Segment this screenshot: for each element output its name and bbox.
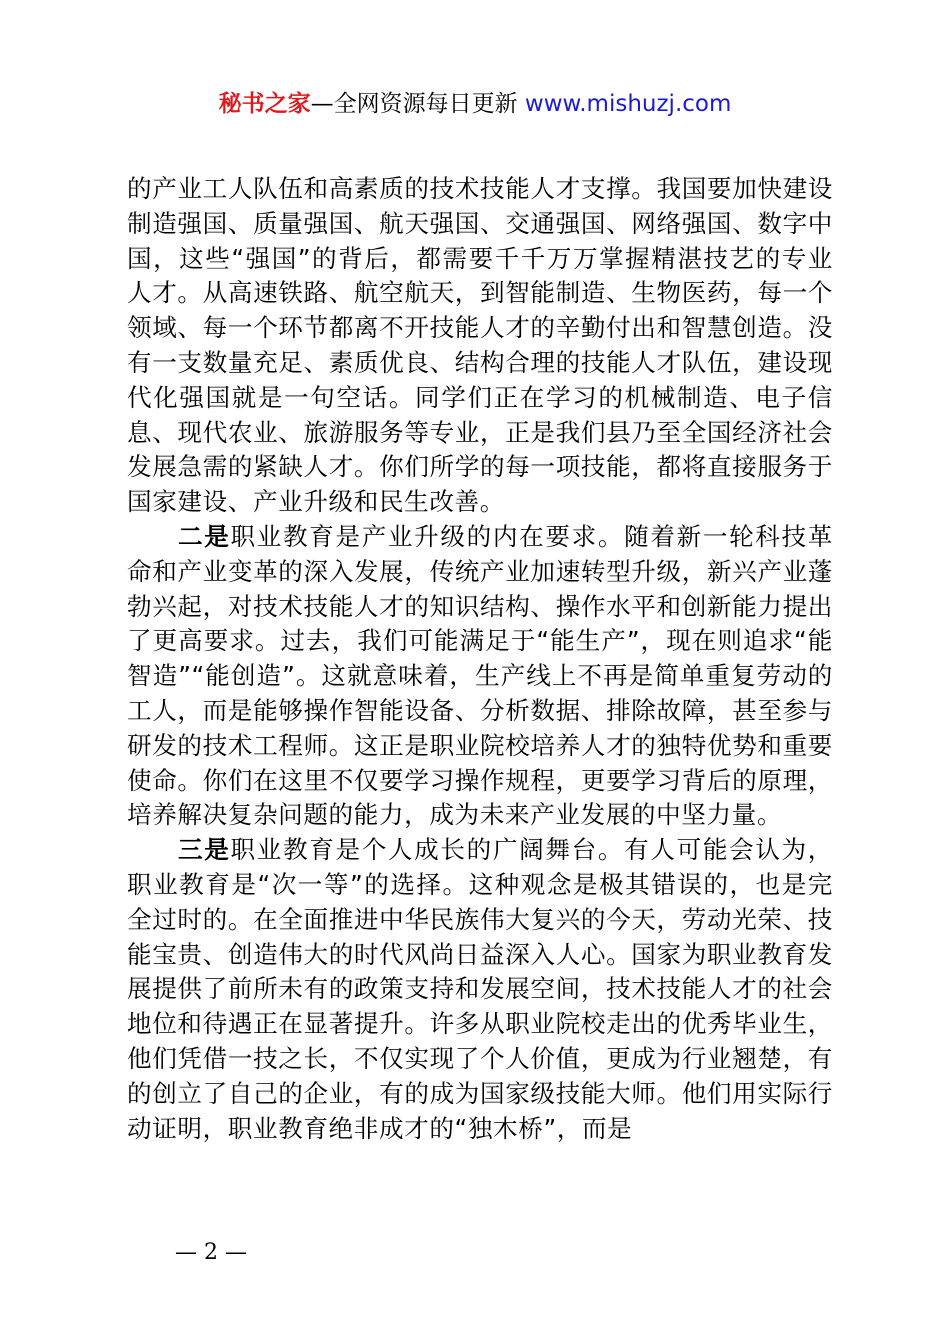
brand-name: 秘书之家 bbox=[218, 91, 311, 117]
paragraph-3-text: 职业教育是个人成长的广阔舞台。有人可能会认为，职业教育是“次一等”的选择。这种观念是极其错误的，也是完全过时的。在全面推进中华民族伟大复兴的今天，劳动光荣、技能宝贵、创造伟大的时代风尚日益深入人心。国家为职业教育发展提供了前所未有的政策支持和发展空间，技术技能人才的社会地位和待遇正在显著提升。许多从职业院校走出的优秀毕业生，他们凭借一技之长，不仅实现了个人价值，更成为行业翘楚，有的创立了自己的企业，有的成为国家级技能大师。他们用实际行动证明，职业教育绝非成才的“独木桥”，而是 bbox=[127, 835, 833, 1143]
paragraph-3-lead: 三是 bbox=[178, 835, 231, 865]
paragraph-2 bbox=[127, 520, 833, 833]
page-number: — 2 — bbox=[175, 1240, 247, 1265]
site-header bbox=[0, 88, 950, 120]
paragraph-1: 的产业工人队伍和高素质的技术技能人才支撑。我国要加快建设制造强国、质量强国、航天强国、交通强国、网络强国、数字中国，这些“强国”的背后，都需要千千万万掌握精湛技艺的专业人才。从高速铁路、航空航天，到智能制造、生物医药，每一个领域、每一个环节都离不开技能人才的辛勤付出和智慧创造。没有一支数量充足、素质优良、结构合理的技能人才队伍，建设现代化强国就是一句空话。同学们正在学习的机械制造、电子信息、现代农业、旅游服务等专业，正是我们县乃至全国经济社会发展急需的紧缺人才。你们所学的每一项技能，都将直接服务于国家建设、产业升级和民生改善。 bbox=[127, 174, 833, 517]
paragraph-2-lead: 二是 bbox=[178, 521, 231, 551]
header-slogan: —全网资源每日更新 bbox=[310, 91, 525, 117]
document-body bbox=[127, 172, 833, 1146]
paragraph-3 bbox=[127, 833, 833, 1146]
site-url-link[interactable]: www.mishuzj.com bbox=[524, 91, 732, 117]
paragraph-2-text: 职业教育是产业升级的内在要求。随着新一轮科技革命和产业变革的深入发展，传统产业加速转型升级，新兴产业蓬勃兴起，对技术技能人才的知识结构、操作水平和创新能力提出了更高要求。过去，我们可能满足于“能生产”，现在则追求“能智造”“能创造”。这就意味着，生产线上不再是简单重复劳动的工人，而是能够操作智能设备、分析数据、排除故障，甚至参与研发的技术工程师。这正是职业院校培养人才的独特优势和重要使命。你们在这里不仅要学习操作规程，更要学习背后的原理，培养解决复杂问题的能力，成为未来产业发展的中坚力量。 bbox=[127, 521, 833, 830]
